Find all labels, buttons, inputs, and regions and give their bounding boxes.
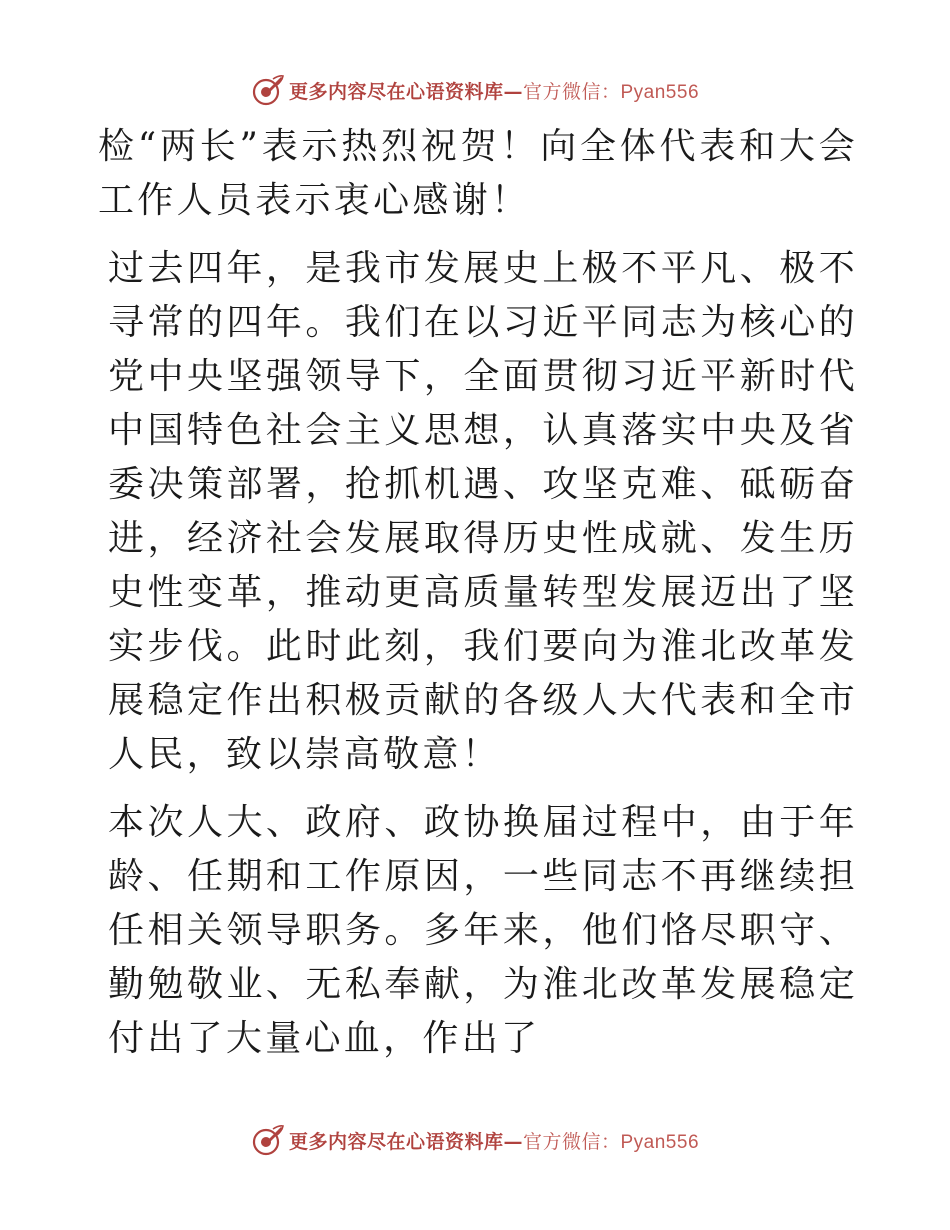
watermark-wechat: 官方微信：Pyan556 xyxy=(523,81,700,103)
watermark-separator: — xyxy=(503,80,523,103)
document-body xyxy=(98,120,858,1080)
watermark-brand: 更多内容尽在心语资料库 xyxy=(288,80,504,103)
watermark-brand: 更多内容尽在心语资料库 xyxy=(288,1130,504,1153)
watermark-separator: — xyxy=(503,1130,523,1153)
footer-watermark xyxy=(0,1120,950,1160)
paragraph-3: 本次人大、政府、政协换届过程中，由于年龄、任期和工作原因，一些同志不再继续担任相关领导职务。多年来，他们恪尽职守、勤勉敬业、无私奉献，为淮北改革发展稳定付出了大量心血，作出了 xyxy=(108,802,858,1059)
watermark-text xyxy=(289,77,699,104)
paragraph-2: 过去四年，是我市发展史上极不平凡、极不寻常的四年。我们在以习近平同志为核心的党中央坚强领导下，全面贯彻习近平新时代中国特色社会主义思想，认真落实中央及省委决策部署，抢抓机遇、攻坚克难、砥砺奋进，经济社会发展取得历史性成就、发生历史性变革，推动更高质量转型发展迈出了坚实步伐。此时此刻，我们要向为淮北改革发展稳定作出积极贡献的各级人大代表和全市人民，致以崇高敬意！ xyxy=(108,248,858,775)
watermark-wechat: 官方微信：Pyan556 xyxy=(523,1131,700,1153)
quill-pen-logo-icon xyxy=(251,73,285,107)
watermark-text xyxy=(289,1127,699,1154)
header-watermark xyxy=(0,70,950,110)
quill-pen-logo-icon xyxy=(251,1123,285,1157)
paragraph-1: 检“两长”表示热烈祝贺！向全体代表和大会工作人员表示衷心感谢！ xyxy=(98,126,858,221)
